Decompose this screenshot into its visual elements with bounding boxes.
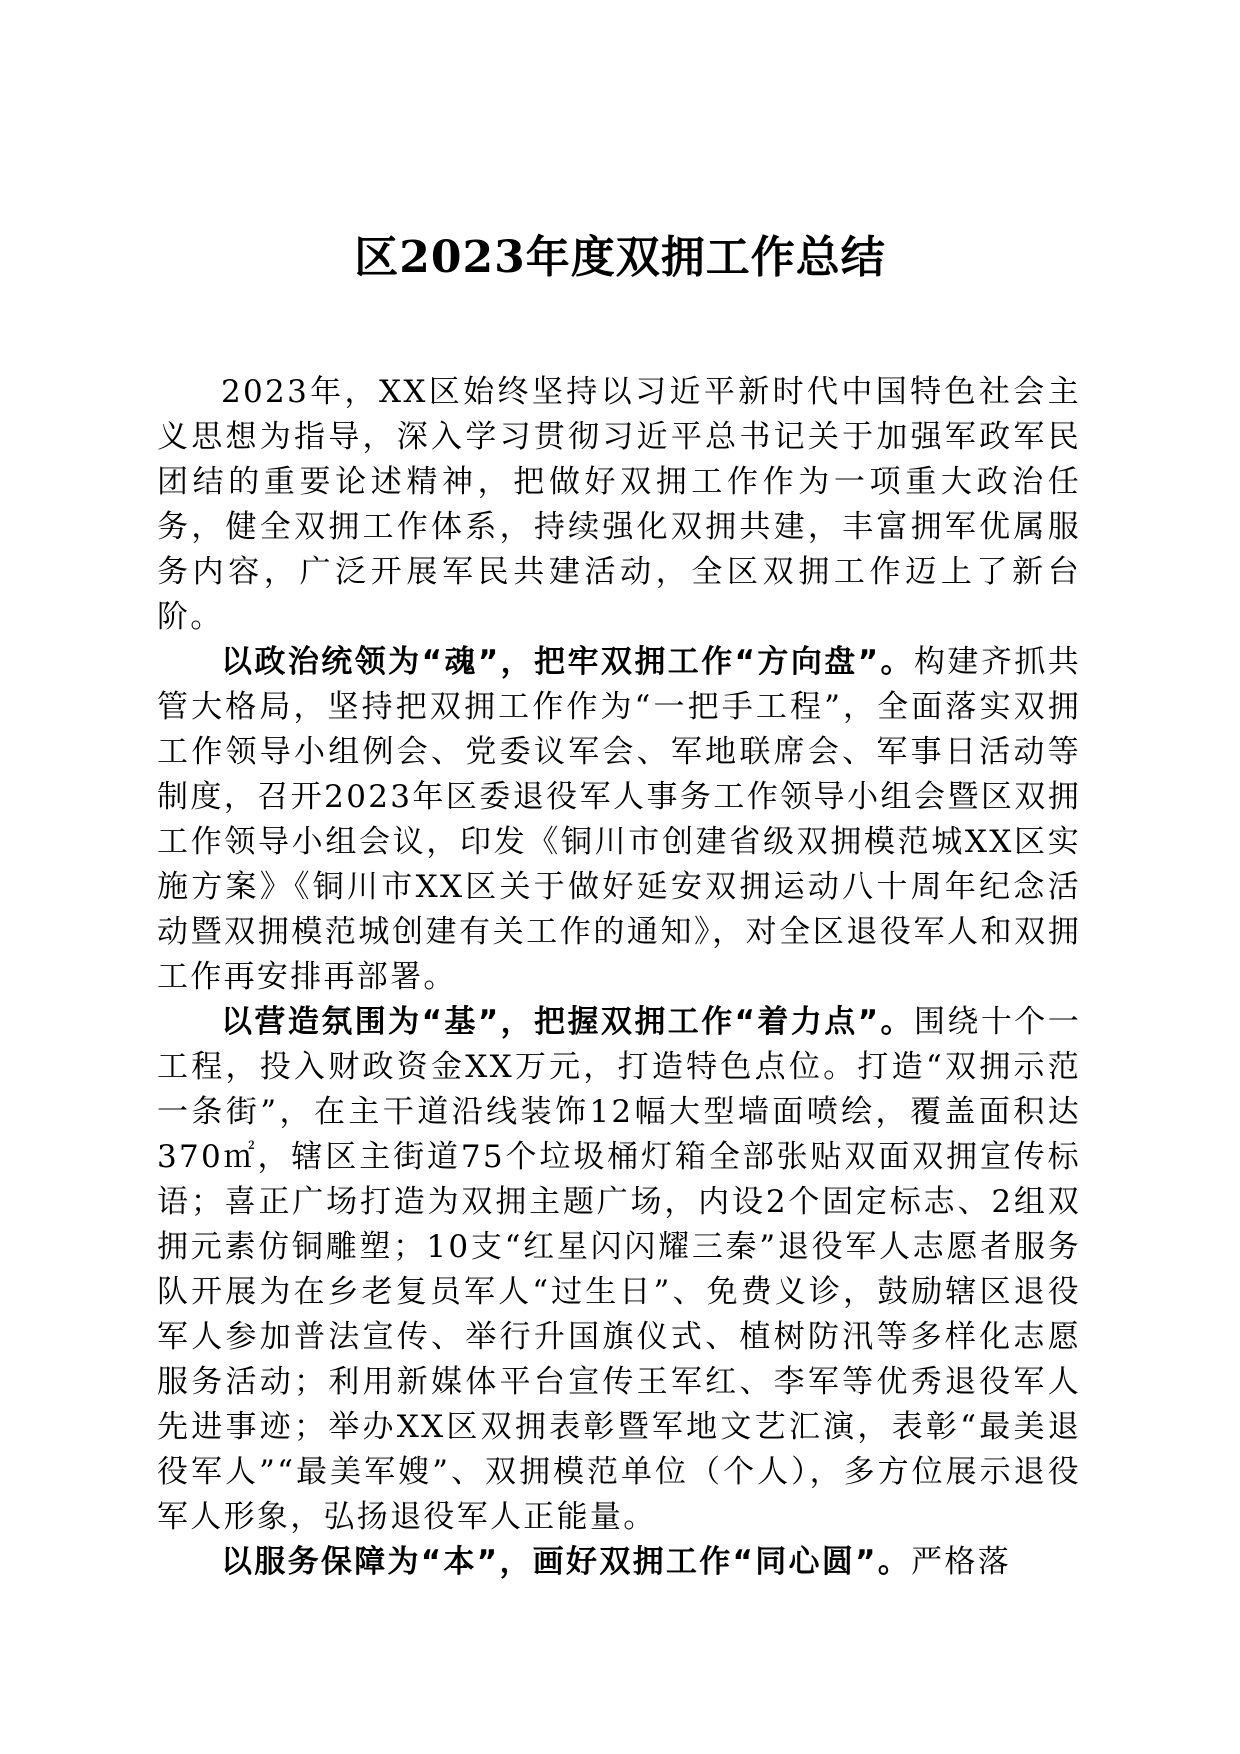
- document-title: 区2023年度双拥工作总结: [354, 232, 886, 283]
- paragraph-atmosphere: [157, 1000, 1081, 1540]
- paragraph-lead: 以政治统领为“魂”，把牢双拥工作“方向盘”。: [221, 644, 914, 680]
- paragraph-political-leadership: [157, 640, 1081, 1000]
- paragraph-text: 围绕十个一工程，投入财政资金XX万元，打造特色点位。打造“双拥示范一条街”，在主干道沿线装饰12幅大型墙面喷绘，覆盖面积达370㎡，辖区主街道75个垃圾桶灯箱全部张贴双面双拥宣传标语；喜正广场打造为双拥主题广场，内设2个固定标志、2组双拥元素仿铜雕塑；10支“红星闪闪耀三秦”退役军人志愿者服务队开展为在乡老复员军人“过生日”、免费义诊，鼓励辖区退役军人参加普法宣传、举行升国旗仪式、植树防汛等多样化志愿服务活动；利用新媒体平台宣传王军红、李军等优秀退役军人先进事迹；举办XX区双拥表彰暨军地文艺汇演，表彰“最美退役军人”“最美军嫂”、双拥模范单位（个人），多方位展示退役军人形象，弘扬退役军人正能量。: [157, 1004, 1081, 1535]
- paragraph-text: 2023年，XX区始终坚持以习近平新时代中国特色社会主义思想为指导，深入学习贯彻习近平总书记关于加强军政军民团结的重要论述精神，把做好双拥工作作为一项重大政治任务，健全双拥工作体系，持续强化双拥共建，丰富拥军优属服务内容，广泛开展军民共建活动，全区双拥工作迈上了新台阶。: [157, 374, 1081, 635]
- paragraph-lead: 以服务保障为“本”，画好双拥工作“同心圆”。: [221, 1544, 912, 1580]
- paragraph-text: 构建齐抓共管大格局，坚持把双拥工作作为“一把手工程”，全面落实双拥工作领导小组例会、党委议军会、军地联席会、军事日活动等制度，召开2023年区委退役军人事务工作领导小组会暨区双拥工作领导小组会议，印发《铜川市创建省级双拥模范城XX区实施方案》《铜川市XX区关于做好延安双拥运动八十周年纪念活动暨双拥模范城创建有关工作的通知》，对全区退役军人和双拥工作再安排再部署。: [157, 644, 1081, 995]
- paragraph-text: 严格落: [911, 1544, 1012, 1580]
- paragraph-intro: [157, 370, 1081, 640]
- paragraph-service-guarantee: [157, 1540, 1081, 1585]
- document-body: [157, 370, 1081, 1585]
- paragraph-lead: 以营造氛围为“基”，把握双拥工作“着力点”。: [221, 1004, 914, 1040]
